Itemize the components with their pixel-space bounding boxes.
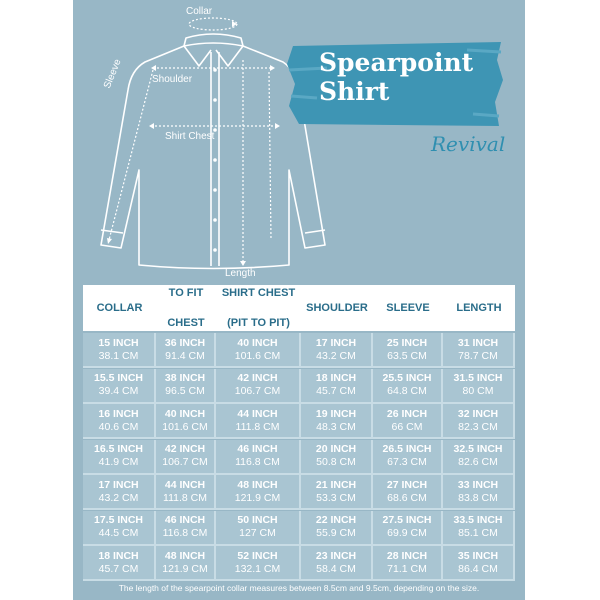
title-line-2: Shirt — [319, 77, 390, 106]
table-cell — [83, 333, 156, 368]
size-cm: 121.9 CM — [234, 491, 281, 504]
size-inches: 19 INCH — [315, 407, 357, 420]
size-cm: 43.2 CM — [98, 491, 139, 504]
size-inches: 48 INCH — [237, 478, 278, 491]
size-cm: 50.8 CM — [316, 456, 356, 468]
size-inches: 46 INCH — [237, 443, 278, 455]
table-cell — [216, 511, 301, 546]
table-cell — [83, 404, 156, 439]
size-cm: 101.6 CM — [162, 420, 208, 433]
size-cm: 64.8 CM — [387, 385, 427, 397]
size-inches: 33.5 INCH — [453, 514, 503, 526]
table-row — [83, 369, 515, 404]
table-cell — [373, 404, 443, 439]
size-inches: 33 INCH — [457, 478, 499, 491]
table-cell — [156, 369, 216, 404]
table-cell — [443, 511, 515, 546]
size-cm: 132.1 CM — [234, 562, 281, 575]
table-header — [83, 285, 515, 331]
table-cell — [83, 369, 156, 404]
size-inches: 52 INCH — [237, 549, 278, 562]
size-cm: 53.3 CM — [316, 491, 356, 504]
column-header — [216, 285, 301, 331]
size-cm: 39.4 CM — [98, 385, 139, 397]
size-inches: 26.5 INCH — [382, 443, 432, 455]
table-cell — [83, 440, 156, 475]
size-cm: 48.3 CM — [316, 420, 356, 433]
size-cm: 43.2 CM — [316, 349, 356, 362]
size-inches: 25 INCH — [386, 336, 428, 349]
size-inches: 27.5 INCH — [382, 514, 432, 526]
table-row — [83, 404, 515, 439]
brand-logo: Revival — [431, 132, 506, 156]
table-cell — [443, 440, 515, 475]
column-header-line: TO FIT — [168, 286, 204, 299]
size-inches: 20 INCH — [315, 443, 357, 455]
table-cell — [156, 511, 216, 546]
column-header-line: SLEEVE — [386, 301, 430, 314]
table-row — [83, 546, 515, 581]
table-cell — [373, 369, 443, 404]
column-header-line: COLLAR — [96, 301, 143, 314]
size-cm: 69.9 CM — [387, 527, 427, 539]
column-header-line: SHOULDER — [306, 301, 368, 314]
size-inches: 26 INCH — [386, 407, 428, 420]
column-header — [373, 285, 443, 331]
size-inches: 21 INCH — [315, 478, 357, 491]
size-inches: 36 INCH — [164, 336, 206, 349]
size-inches: 22 INCH — [315, 514, 357, 526]
size-cm: 38.1 CM — [98, 349, 139, 362]
column-header — [443, 285, 515, 331]
size-inches: 16 INCH — [98, 407, 139, 420]
table-cell — [301, 333, 373, 368]
size-inches: 44 INCH — [237, 407, 278, 420]
size-cm: 83.8 CM — [458, 491, 498, 504]
size-cm: 45.7 CM — [316, 385, 356, 397]
footnote: The length of the spearpoint collar measures between 8.5cm and 9.5cm, depending on the size. — [118, 583, 480, 593]
size-cm: 82.6 CM — [458, 456, 498, 468]
size-cm: 106.7 CM — [234, 385, 281, 397]
table-cell — [443, 546, 515, 581]
column-header-line: CHEST — [167, 316, 205, 329]
table-cell — [216, 369, 301, 404]
sleeve-label: Sleeve — [102, 57, 124, 91]
size-inches: 25.5 INCH — [382, 372, 432, 384]
table-cell — [216, 546, 301, 581]
table-row — [83, 440, 515, 475]
size-cm: 86.4 CM — [458, 562, 498, 575]
table-cell — [216, 440, 301, 475]
size-inches: 31 INCH — [457, 336, 499, 349]
size-cm: 96.5 CM — [165, 385, 205, 397]
size-inches: 18 INCH — [315, 372, 357, 384]
table-cell — [301, 546, 373, 581]
size-inches: 17.5 INCH — [93, 514, 144, 526]
column-header — [301, 285, 373, 331]
column-header — [83, 285, 156, 331]
title-line-1: Spearpoint — [319, 48, 474, 77]
size-inches: 32 INCH — [457, 407, 499, 420]
size-inches: 48 INCH — [164, 549, 206, 562]
size-inches: 46 INCH — [164, 514, 206, 526]
table-cell — [216, 404, 301, 439]
size-inches: 23 INCH — [315, 549, 357, 562]
table-cell — [373, 440, 443, 475]
size-inches: 16.5 INCH — [93, 443, 144, 455]
size-cm: 58.4 CM — [316, 562, 356, 575]
size-cm: 111.8 CM — [235, 420, 280, 433]
size-chart-panel — [73, 0, 525, 600]
size-inches: 38 INCH — [164, 372, 206, 384]
table-row — [83, 333, 515, 368]
table-row — [83, 511, 515, 546]
size-cm: 68.6 CM — [387, 491, 427, 504]
size-table — [83, 333, 515, 582]
collar-label: Collar — [186, 6, 213, 17]
table-cell — [373, 546, 443, 581]
table-cell — [443, 475, 515, 510]
table-cell — [301, 369, 373, 404]
shoulder-label: Shoulder — [152, 74, 193, 85]
shirt-chest-label: Shirt Chest — [165, 131, 215, 142]
size-cm: 41.9 CM — [98, 456, 139, 468]
table-cell — [156, 333, 216, 368]
column-header-line: SHIRT CHEST — [221, 286, 296, 299]
size-inches: 42 INCH — [237, 372, 278, 384]
size-inches: 35 INCH — [457, 549, 499, 562]
size-cm: 78.7 CM — [458, 349, 498, 362]
size-cm: 40.6 CM — [98, 420, 139, 433]
table-cell — [83, 511, 156, 546]
table-cell — [373, 511, 443, 546]
size-cm: 80 CM — [462, 385, 494, 397]
table-cell — [443, 404, 515, 439]
table-cell — [83, 546, 156, 581]
table-cell — [216, 475, 301, 510]
size-cm: 82.3 CM — [458, 420, 498, 433]
size-inches: 15.5 INCH — [93, 372, 144, 384]
size-inches: 17 INCH — [98, 478, 139, 491]
table-cell — [443, 333, 515, 368]
table-cell — [301, 404, 373, 439]
size-cm: 45.7 CM — [98, 562, 139, 575]
size-cm: 116.8 CM — [162, 527, 208, 539]
size-cm: 116.8 CM — [235, 456, 280, 468]
table-cell — [216, 333, 301, 368]
size-inches: 42 INCH — [164, 443, 206, 455]
length-label: Length — [225, 268, 256, 279]
size-inches: 27 INCH — [386, 478, 428, 491]
size-cm: 91.4 CM — [165, 349, 205, 362]
table-cell — [156, 546, 216, 581]
size-cm: 121.9 CM — [162, 562, 208, 575]
size-cm: 71.1 CM — [387, 562, 427, 575]
table-row — [83, 475, 515, 510]
size-cm: 55.9 CM — [316, 527, 356, 539]
size-cm: 127 CM — [239, 527, 276, 539]
column-header-line: LENGTH — [456, 301, 502, 314]
size-cm: 101.6 CM — [234, 349, 281, 362]
size-cm: 106.7 CM — [162, 456, 208, 468]
table-cell — [156, 404, 216, 439]
size-cm: 111.8 CM — [163, 491, 207, 504]
size-inches: 32.5 INCH — [453, 443, 503, 455]
table-cell — [83, 475, 156, 510]
column-header-line: (PIT TO PIT) — [227, 316, 290, 329]
table-cell — [443, 369, 515, 404]
size-cm: 67.3 CM — [387, 456, 427, 468]
table-cell — [301, 440, 373, 475]
size-inches: 18 INCH — [98, 549, 139, 562]
table-cell — [156, 440, 216, 475]
size-inches: 50 INCH — [237, 514, 278, 526]
size-cm: 66 CM — [391, 420, 423, 433]
table-cell — [373, 333, 443, 368]
size-inches: 28 INCH — [386, 549, 428, 562]
table-cell — [301, 511, 373, 546]
size-inches: 31.5 INCH — [453, 372, 503, 384]
page-title — [319, 48, 509, 106]
size-inches: 44 INCH — [164, 478, 206, 491]
column-header — [156, 285, 216, 331]
size-inches: 17 INCH — [315, 336, 357, 349]
size-cm: 44.5 CM — [98, 527, 139, 539]
table-cell — [156, 475, 216, 510]
table-cell — [301, 475, 373, 510]
table-cell — [373, 475, 443, 510]
size-cm: 63.5 CM — [387, 349, 427, 362]
size-inches: 40 INCH — [237, 336, 278, 349]
size-cm: 85.1 CM — [458, 527, 498, 539]
size-inches: 15 INCH — [98, 336, 139, 349]
size-inches: 40 INCH — [164, 407, 206, 420]
